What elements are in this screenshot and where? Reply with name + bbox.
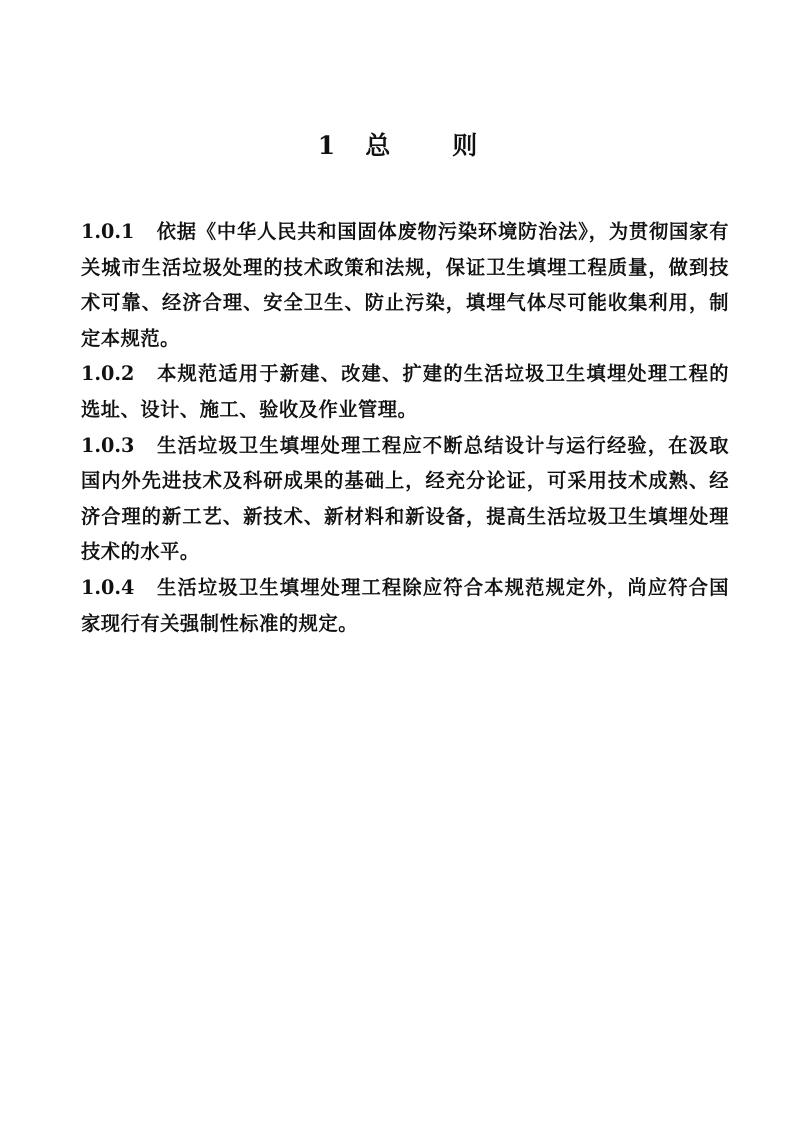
chapter-number: 1 xyxy=(317,131,336,160)
clause-1-0-3 xyxy=(81,428,729,570)
chapter-title xyxy=(0,126,795,166)
clause-text: 生活垃圾卫生填埋处理工程除应符合本规范规定外，尚应符合国家现行有关强制性标准的规定。 xyxy=(81,575,729,635)
clause-number: 1.0.2 xyxy=(81,362,135,386)
clause-number: 1.0.4 xyxy=(81,575,135,599)
chapter-body xyxy=(81,214,729,641)
clause-1-0-1 xyxy=(81,214,729,356)
chapter-title-char-1: 总 xyxy=(365,131,391,160)
clause-text: 本规范适用于新建、改建、扩建的生活垃圾卫生填埋处理工程的选址、设计、施工、验收及作业管理。 xyxy=(81,362,729,421)
clause-number: 1.0.1 xyxy=(81,220,135,243)
clause-1-0-2 xyxy=(81,356,729,427)
clause-text: 依据《中华人民共和国固体废物污染环境防治法》，为贯彻国家有关城市生活垃圾处理的技术政策和法规，保证卫生填埋工程质量，做到技术可靠、经济合理、安全卫生、防止污染，填埋气体尽可能收集利用，制定本规范。 xyxy=(81,220,729,350)
clause-1-0-4 xyxy=(81,570,729,641)
clause-text: 生活垃圾卫生填埋处理工程应不断总结设计与运行经验，在汲取国内外先进技术及科研成果的基础上，经充分论证，可采用技术成熟、经济合理的新工艺、新技术、新材料和新设备，提高生活垃圾卫生填埋处理技术的水平。 xyxy=(81,433,729,564)
clause-number: 1.0.3 xyxy=(81,433,135,457)
chapter-title-char-2: 则 xyxy=(452,131,478,160)
